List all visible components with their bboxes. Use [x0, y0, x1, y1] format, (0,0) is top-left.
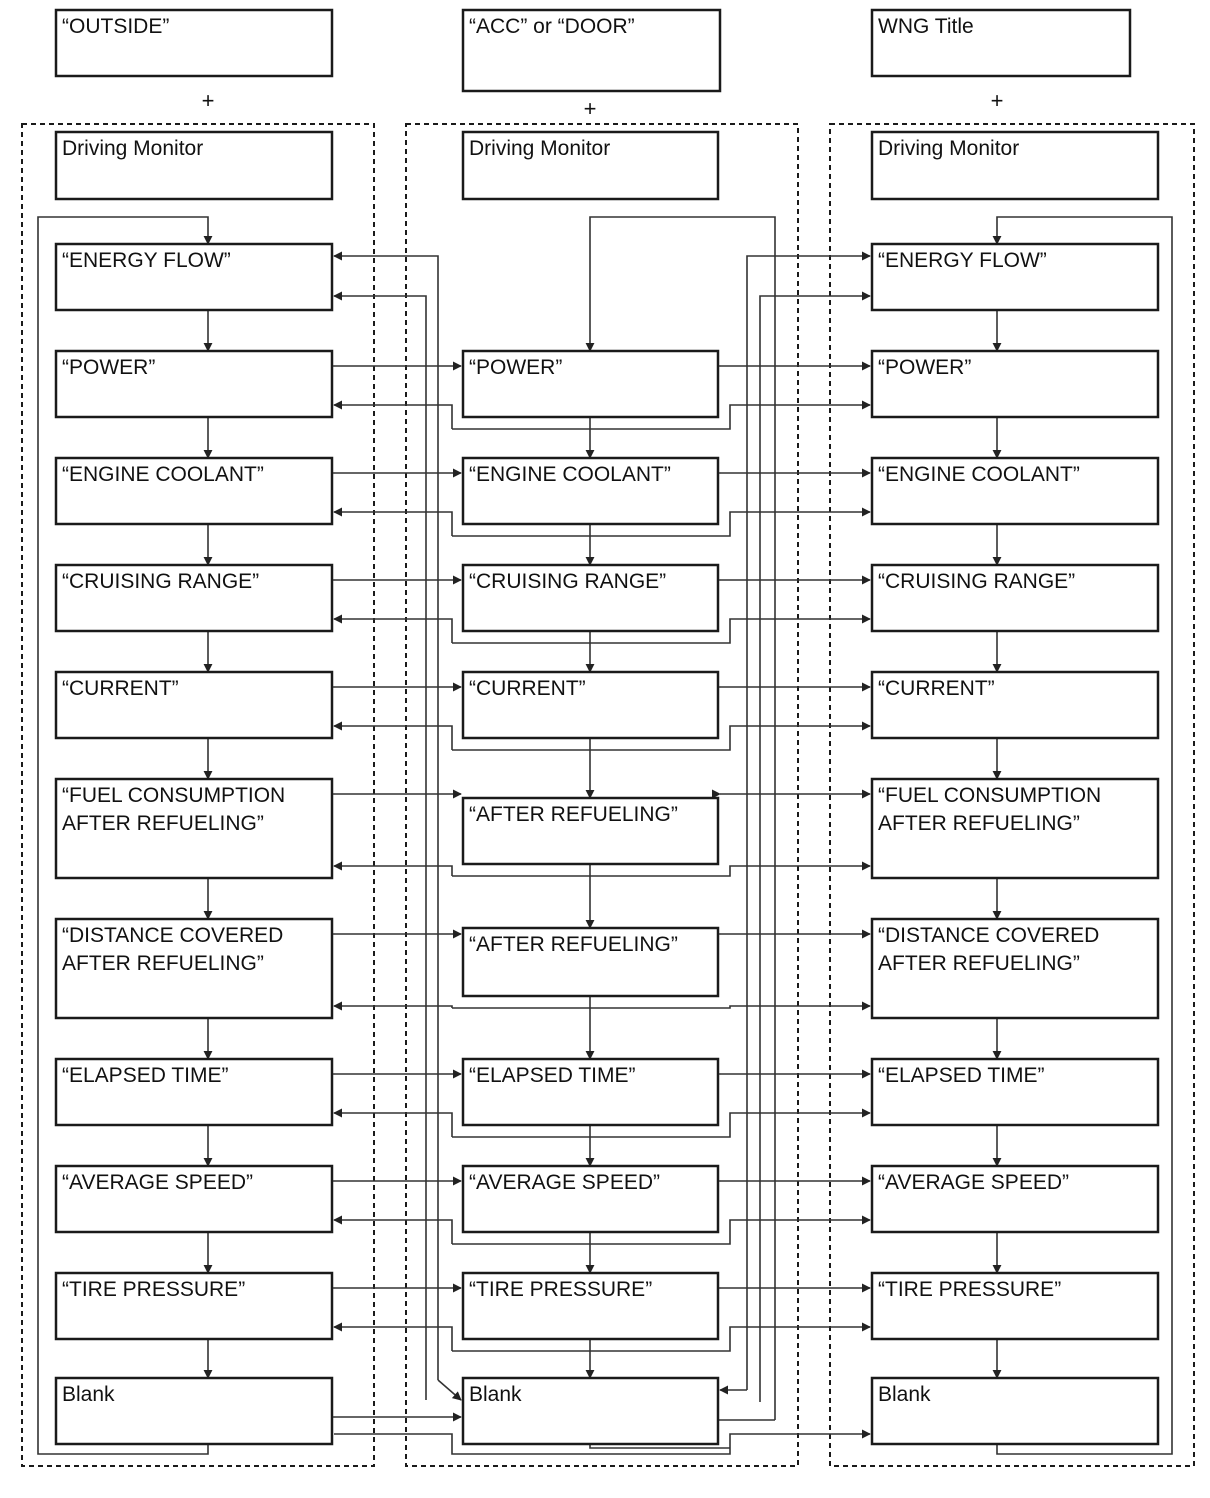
- center-item-box-label: “CURRENT”: [469, 677, 586, 700]
- left-item-box-label: AFTER REFUELING”: [62, 812, 264, 835]
- left-item-box-label: “AVERAGE SPEED”: [62, 1171, 253, 1194]
- left-item-box: [56, 351, 332, 417]
- center-item-box-label: “ELAPSED TIME”: [469, 1064, 636, 1087]
- left-header-box-label: “OUTSIDE”: [62, 15, 170, 38]
- left-item-box-label: “DISTANCE COVERED: [62, 924, 284, 947]
- center-item-box: [463, 565, 718, 631]
- right-item-box: [872, 1378, 1158, 1444]
- right-item-box-label: “ENGINE COOLANT”: [878, 463, 1080, 486]
- left-item-box-label: “ENERGY FLOW”: [62, 249, 231, 272]
- center-item-box: [463, 928, 718, 996]
- right-item-box: [872, 1166, 1158, 1232]
- right-item-box: [872, 672, 1158, 738]
- left-item-box: [56, 919, 332, 1018]
- left-item-box: [56, 1059, 332, 1125]
- center-item-box-label: “AFTER REFUELING”: [469, 933, 678, 956]
- center-item-box: [463, 1273, 718, 1339]
- center-item-box: [463, 1059, 718, 1125]
- right-item-box-label: AFTER REFUELING”: [878, 952, 1080, 975]
- left-monitor-box-label: Driving Monitor: [62, 137, 204, 160]
- right-plus: +: [990, 88, 1004, 113]
- center-to-left-return: [334, 1220, 452, 1244]
- center-item-box: [463, 1166, 718, 1232]
- center-item-box: [463, 672, 718, 738]
- center-item-box-label: “CRUISING RANGE”: [469, 570, 667, 593]
- center-item-box: [463, 351, 718, 417]
- left-item-box: [56, 565, 332, 631]
- right-item-box-label: “POWER”: [878, 356, 972, 379]
- center-item-box-label: “AFTER REFUELING”: [469, 803, 678, 826]
- right-item-box-label: “TIRE PRESSURE”: [878, 1278, 1062, 1301]
- right-item-box-label: Blank: [878, 1383, 931, 1406]
- screen-boxes: [56, 10, 1158, 1444]
- right-item-box: [872, 244, 1158, 310]
- energy-right-lower: [760, 296, 870, 1402]
- center-monitor-box: [463, 132, 718, 199]
- center-to-left-return: [334, 405, 452, 429]
- left-item-box-label: “CRUISING RANGE”: [62, 570, 260, 593]
- right-item-box-label: “ELAPSED TIME”: [878, 1064, 1045, 1087]
- left-item-box-label: AFTER REFUELING”: [62, 952, 264, 975]
- left-plus: +: [201, 88, 215, 113]
- right-item-box: [872, 919, 1158, 1018]
- center-to-right-return: [452, 1006, 870, 1008]
- right-item-box-label: “ENERGY FLOW”: [878, 249, 1047, 272]
- right-item-box: [872, 779, 1158, 878]
- center-header-box-label: “ACC” or “DOOR”: [469, 15, 635, 38]
- left-item-box: [56, 672, 332, 738]
- left-item-box: [56, 244, 332, 310]
- center-to-left-return: [334, 726, 452, 750]
- left-item-box: [56, 1378, 332, 1444]
- center-item-box-label: “TIRE PRESSURE”: [469, 1278, 653, 1301]
- right-item-box-label: AFTER REFUELING”: [878, 812, 1080, 835]
- center-to-right-return: [452, 866, 870, 876]
- left-item-box-label: “CURRENT”: [62, 677, 179, 700]
- right-monitor-box-label: Driving Monitor: [878, 137, 1020, 160]
- right-item-box-label: “AVERAGE SPEED”: [878, 1171, 1069, 1194]
- energy-left-lower: [334, 296, 426, 1400]
- center-to-left-return: [334, 512, 452, 536]
- left-item-box: [56, 1273, 332, 1339]
- left-item-box-label: “POWER”: [62, 356, 156, 379]
- center-item-box: [463, 458, 718, 524]
- right-item-box: [872, 1059, 1158, 1125]
- left-item-box-label: “ENGINE COOLANT”: [62, 463, 264, 486]
- energy-into-blank-left: [438, 1380, 461, 1400]
- left-monitor-box: [56, 132, 332, 199]
- right-item-box: [872, 458, 1158, 524]
- right-item-box-label: “DISTANCE COVERED: [878, 924, 1100, 947]
- center-to-left-return: [334, 1327, 452, 1351]
- center-header-box: [463, 10, 720, 91]
- center-plus: +: [583, 96, 597, 121]
- center-item-box: [463, 798, 718, 864]
- center-to-left-return: [334, 866, 452, 876]
- right-item-box-label: “CURRENT”: [878, 677, 995, 700]
- right-item-box-label: “CRUISING RANGE”: [878, 570, 1076, 593]
- center-to-left-return: [334, 619, 452, 643]
- left-item-box-label: “ELAPSED TIME”: [62, 1064, 229, 1087]
- center-to-left-return: [334, 1113, 452, 1137]
- left-item-box: [56, 779, 332, 878]
- right-header-box-label: WNG Title: [878, 15, 974, 38]
- right-header-box: [872, 10, 1130, 76]
- center-group-border: [406, 124, 798, 1466]
- left-item-box-label: “FUEL CONSUMPTION: [62, 784, 286, 807]
- left-item-box: [56, 1166, 332, 1232]
- center-item-box: [463, 1378, 718, 1444]
- right-item-box-label: “FUEL CONSUMPTION: [878, 784, 1102, 807]
- center-item-box-label: “AVERAGE SPEED”: [469, 1171, 660, 1194]
- right-item-box: [872, 1273, 1158, 1339]
- left-item-box: [56, 458, 332, 524]
- center-item-box-label: Blank: [469, 1383, 522, 1406]
- center-item-box-label: “POWER”: [469, 356, 563, 379]
- right-item-box: [872, 351, 1158, 417]
- center-monitor-box-label: Driving Monitor: [469, 137, 611, 160]
- energy-left-upper: [334, 256, 438, 1380]
- left-header-box: [56, 10, 332, 76]
- right-monitor-box: [872, 132, 1158, 199]
- center-to-left-return: [334, 1006, 452, 1008]
- center-item-box-label: “ENGINE COOLANT”: [469, 463, 671, 486]
- right-item-box: [872, 565, 1158, 631]
- left-item-box-label: “TIRE PRESSURE”: [62, 1278, 246, 1301]
- left-item-box-label: Blank: [62, 1383, 115, 1406]
